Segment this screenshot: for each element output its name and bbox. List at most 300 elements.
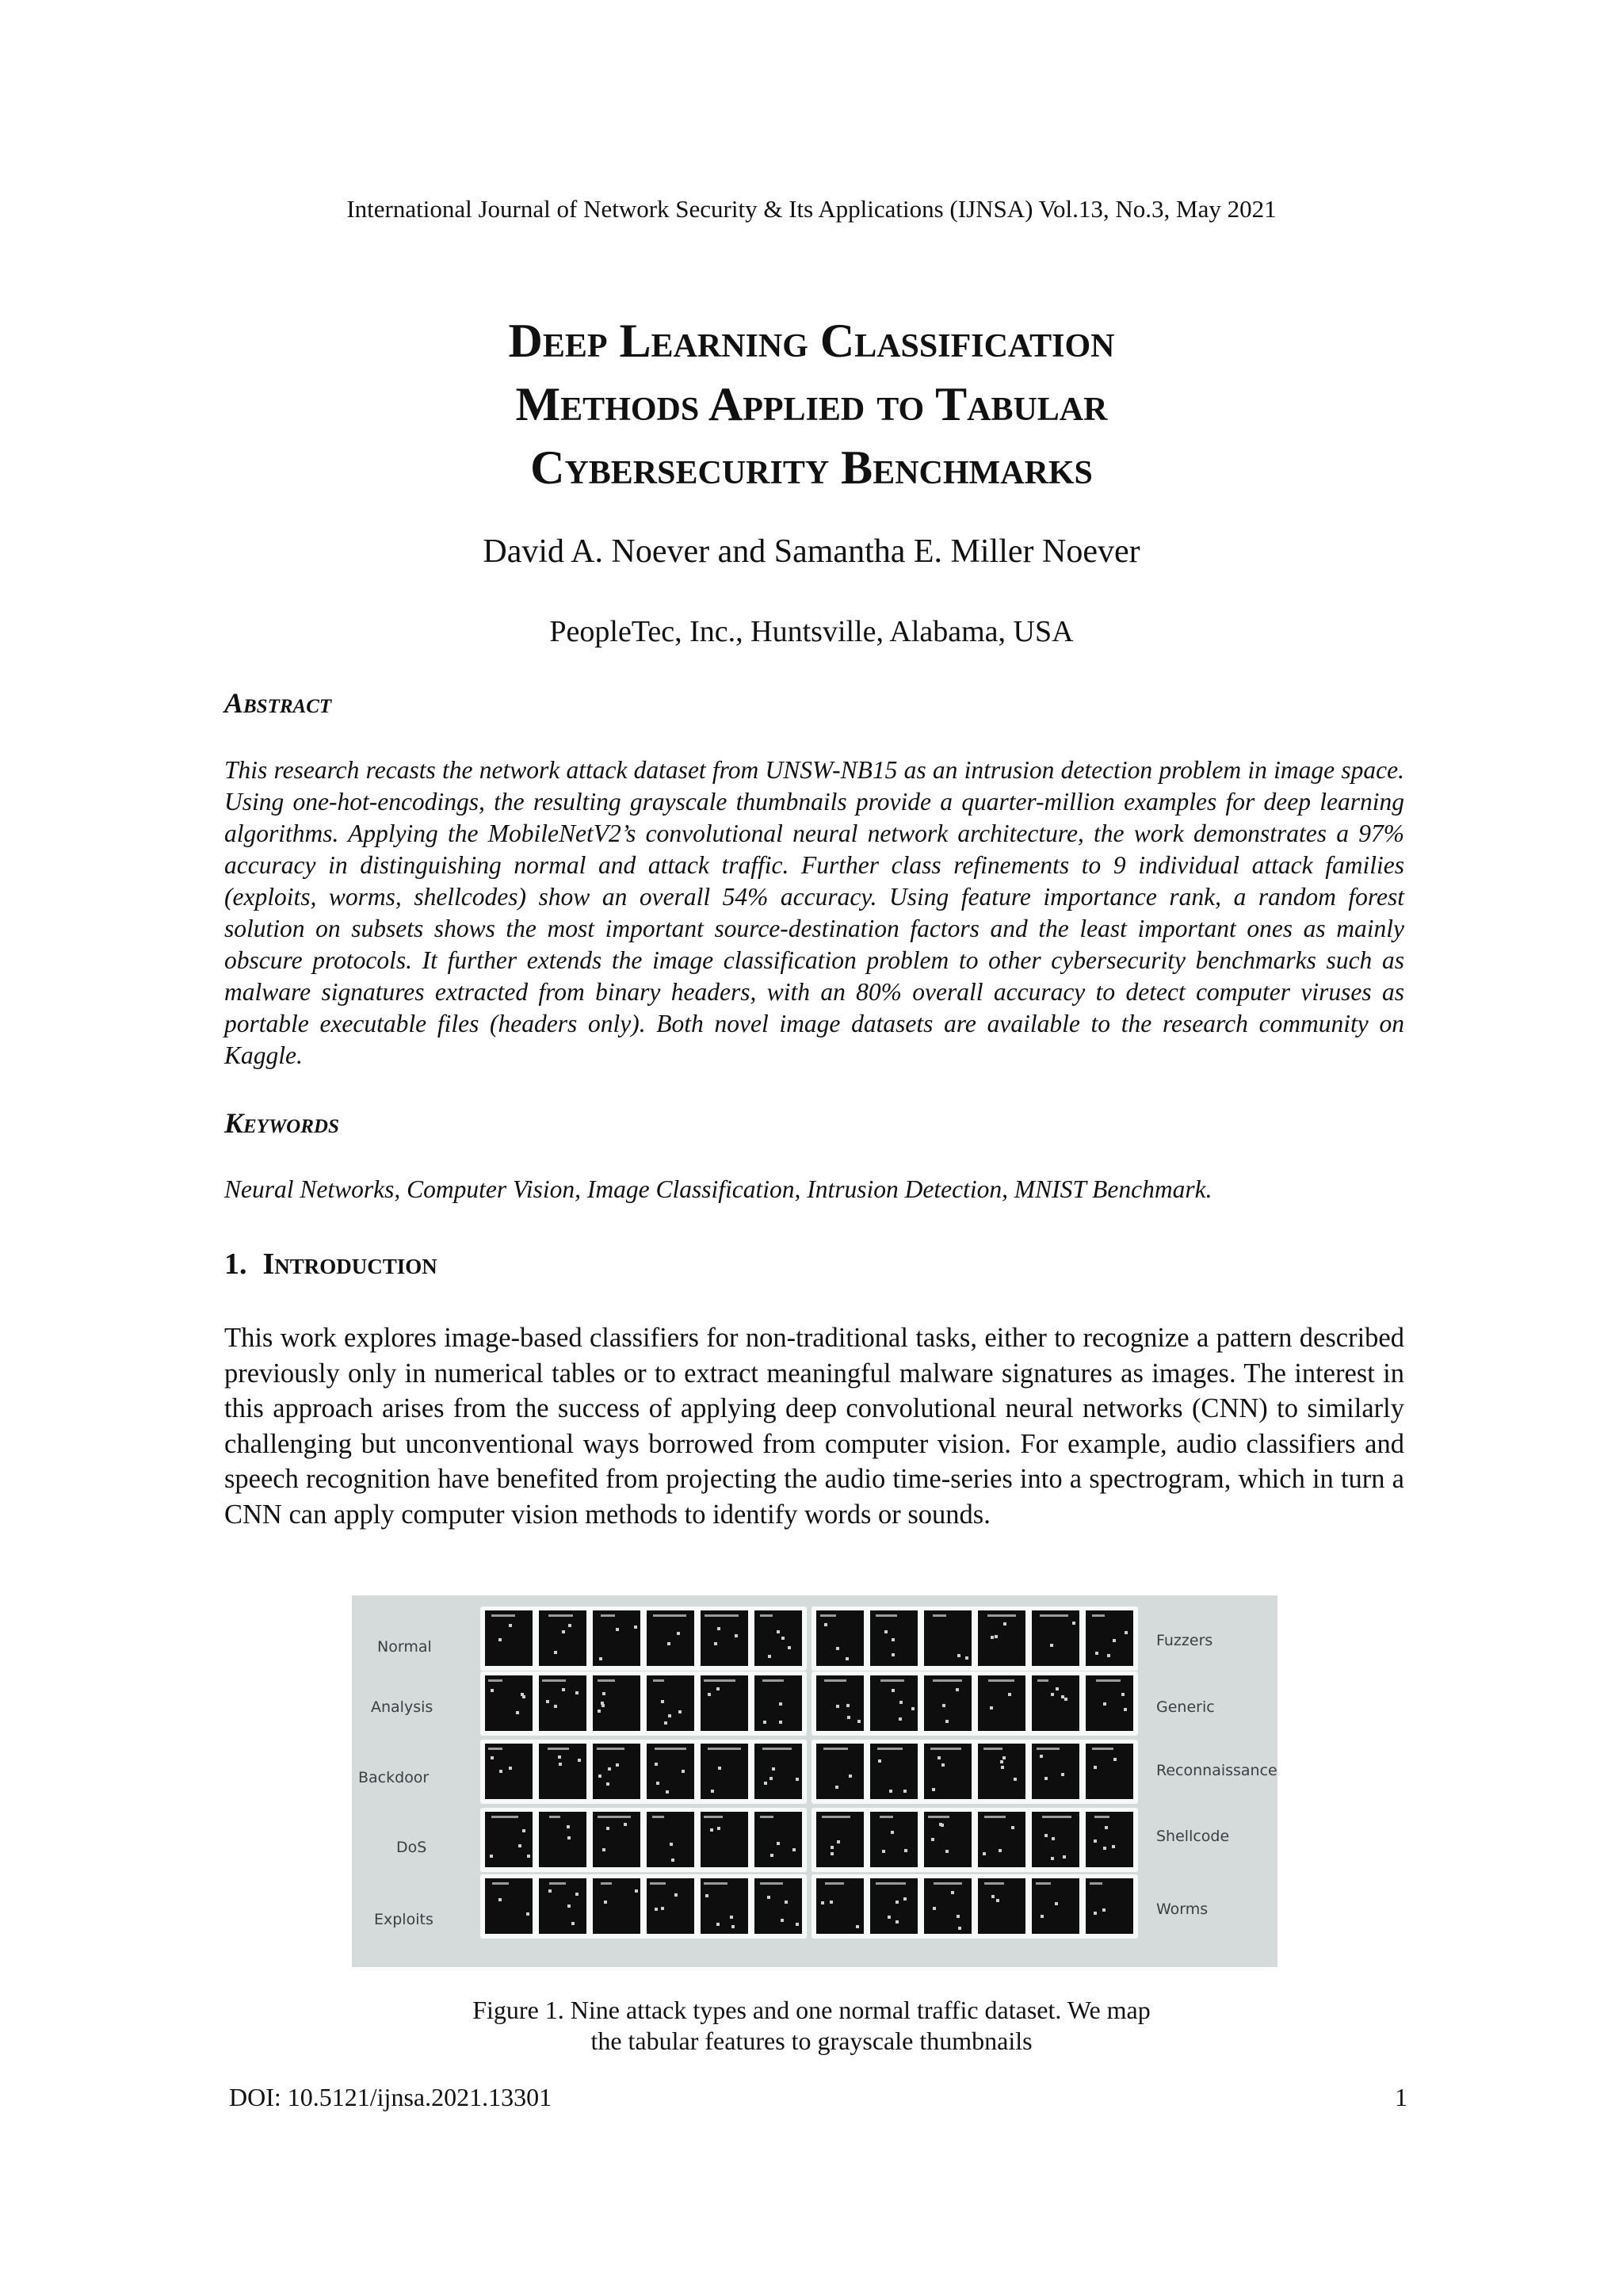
thumbnail-bar [823, 1748, 848, 1750]
thumbnail-bar [650, 1882, 666, 1885]
thumbnail-bar [601, 1614, 615, 1617]
figure-thumbnail-grid [352, 1595, 1277, 1967]
thumbnail-pixel [856, 1925, 859, 1928]
label-dos: DoS [396, 1839, 427, 1856]
thumbnail-bar [824, 1679, 846, 1682]
grayscale-thumbnail [978, 1812, 1025, 1867]
thumbnail-pixel [781, 1919, 784, 1922]
grayscale-thumbnail [647, 1675, 694, 1731]
thumbnail-pixel [991, 1895, 995, 1898]
grayscale-thumbnail [870, 1675, 918, 1731]
thumbnail-pixel [554, 1705, 557, 1708]
grayscale-thumbnail [1086, 1675, 1133, 1731]
thumbnail-pixel [941, 1763, 945, 1767]
thumbnail-bar [876, 1614, 897, 1617]
grayscale-thumbnail [978, 1675, 1025, 1731]
affiliation: PeopleTec, Inc., Huntsville, Alabama, USA [549, 615, 1074, 648]
section-number: 1. [224, 1247, 247, 1281]
thumbnail-pixel [1064, 1698, 1067, 1701]
thumbnail-group [812, 1606, 1138, 1671]
thumbnail-bar [934, 1882, 962, 1885]
thumbnail-bar [760, 1816, 773, 1818]
grayscale-thumbnail [870, 1878, 918, 1934]
thumbnail-pixel [764, 1782, 767, 1785]
grayscale-thumbnail [593, 1812, 640, 1867]
thumbnail-pixel [674, 1893, 678, 1897]
thumbnail-bar [877, 1748, 903, 1750]
grayscale-thumbnail [701, 1675, 748, 1731]
thumbnail-pixel [682, 1770, 685, 1773]
thumbnail-pixel [903, 1790, 907, 1793]
grayscale-thumbnail [1032, 1878, 1079, 1934]
thumbnail-pixel [777, 1842, 780, 1845]
thumbnail-pixel [769, 1777, 773, 1780]
thumbnail-pixel [837, 1840, 840, 1843]
thumbnail-bar [492, 1882, 509, 1885]
thumbnail-pixel [1051, 1693, 1054, 1696]
thumbnail-pixel [1055, 1902, 1058, 1905]
thumbnail-pixel [1002, 1756, 1006, 1759]
thumbnail-pixel [655, 1763, 658, 1766]
thumbnail-bar [491, 1816, 518, 1818]
thumbnail-pixel [562, 1688, 565, 1691]
thumbnail-bar [1036, 1882, 1051, 1885]
thumbnail-pixel [666, 1790, 669, 1794]
thumbnail-pixel [830, 1901, 833, 1904]
thumbnail-pixel [781, 1637, 785, 1640]
thumbnail-pixel [1112, 1845, 1115, 1848]
thumbnail-pixel [951, 1891, 954, 1894]
thumbnail-bar [705, 1614, 739, 1617]
thumbnail-pixel [1113, 1639, 1116, 1642]
thumbnail-group [812, 1671, 1138, 1736]
thumbnail-pixel [892, 1689, 895, 1692]
thumbnail-pixel [634, 1626, 637, 1629]
thumbnail-pixel [598, 1775, 601, 1778]
grayscale-thumbnail [485, 1675, 533, 1731]
thumbnail-pixel [710, 1828, 713, 1832]
thumbnail-pixel [601, 1704, 605, 1707]
thumbnail-bar [880, 1816, 893, 1818]
grayscale-thumbnail [593, 1675, 640, 1731]
thumbnail-bar [1042, 1816, 1071, 1818]
keywords-heading: Keywords [224, 1107, 339, 1139]
thumbnail-pixel [509, 1624, 512, 1627]
thumbnail-pixel [931, 1838, 934, 1841]
thumbnail-bar [876, 1882, 906, 1885]
thumbnail-pixel [717, 1627, 720, 1630]
thumbnail-pixel [796, 1778, 799, 1781]
thumbnail-group [480, 1874, 807, 1939]
thumbnail-pixel [1102, 1908, 1106, 1912]
thumbnail-pixel [521, 1693, 524, 1696]
thumbnail-pixel [821, 1901, 824, 1904]
thumbnail-bar [822, 1816, 850, 1818]
thumbnail-pixel [933, 1907, 936, 1910]
thumbnail-bar [984, 1882, 1004, 1885]
thumbnail-pixel [670, 1843, 673, 1846]
label-reconnaissance: Reconnaissance [1156, 1762, 1277, 1779]
thumbnail-pixel [635, 1889, 638, 1893]
introduction-text: This work explores image-based classifiers for non-traditional tasks, either to recognize a pattern described previously only in numerical tables or to extract meaningful malware signatures as images. The interest in this approach arises from the success of applying deep convolutional neural networks (CNN) to similarly challenging but unconventional ways borrowed from computer vision. For example, audio classifiers and speech recognition have benefited from projecting the audio time-series into a spectrogram, which in turn a CNN can apply computer vision methods to identify words or sounds. [224, 1323, 1404, 1530]
thumbnail-pixel [655, 1908, 658, 1911]
thumbnail-pixel [559, 1763, 562, 1766]
thumbnail-pixel [490, 1855, 493, 1858]
thumbnail-pixel [1044, 1777, 1048, 1780]
thumbnail-pixel [668, 1714, 671, 1717]
thumbnail-pixel [606, 1782, 609, 1786]
grayscale-thumbnail [593, 1610, 640, 1666]
thumbnail-bar [653, 1679, 664, 1682]
thumbnail-pixel [941, 1824, 944, 1827]
grayscale-thumbnail [978, 1610, 1025, 1666]
thumbnail-pixel [491, 1689, 494, 1692]
thumbnail-pixel [1103, 1702, 1106, 1706]
thumbnail-bar [1092, 1748, 1113, 1750]
thumbnail-pixel [956, 1688, 959, 1691]
thumbnail-bar [491, 1614, 515, 1617]
thumbnail-pixel [1011, 1826, 1014, 1829]
thumbnail-bar [1040, 1614, 1068, 1617]
thumbnail-pixel [763, 1721, 766, 1724]
thumbnail-pixel [836, 1705, 839, 1708]
thumbnail-pixel [1072, 1622, 1075, 1625]
grayscale-thumbnail [593, 1744, 640, 1799]
thumbnail-pixel [1124, 1708, 1127, 1711]
thumbnail-pixel [677, 1632, 680, 1635]
thumbnail-pixel [1056, 1687, 1059, 1690]
thumbnail-pixel [562, 1630, 565, 1633]
thumbnail-pixel [1052, 1837, 1055, 1840]
paper-title [296, 309, 1327, 499]
thumbnail-pixel [899, 1717, 902, 1721]
thumbnail-pixel [857, 1720, 861, 1723]
thumbnail-bar [880, 1679, 904, 1682]
grayscale-thumbnail [978, 1878, 1025, 1934]
grayscale-thumbnail [870, 1744, 918, 1799]
grayscale-thumbnail [870, 1610, 918, 1666]
thumbnail-pixel [571, 1922, 575, 1925]
grayscale-thumbnail [701, 1744, 748, 1799]
thumbnail-pixel [716, 1923, 720, 1926]
thumbnail-pixel [1063, 1855, 1066, 1859]
grayscale-thumbnail [924, 1878, 972, 1934]
authors: David A. Noever and Samantha E. Miller Noever [483, 533, 1140, 570]
thumbnail-pixel [882, 1850, 885, 1853]
thumbnail-pixel [846, 1657, 849, 1660]
thumbnail-group [812, 1808, 1138, 1872]
thumbnail-pixel [708, 1693, 711, 1696]
figure-caption [0, 1995, 1623, 2057]
thumbnail-pixel [731, 1925, 735, 1928]
thumbnail-pixel [892, 1653, 895, 1656]
grayscale-thumbnail [485, 1812, 533, 1867]
thumbnail-bar [825, 1882, 844, 1885]
thumbnail-bar [987, 1614, 1016, 1617]
thumbnail-pixel [608, 1767, 611, 1771]
thumbnail-bar [652, 1816, 664, 1818]
thumbnail-bar [983, 1748, 1002, 1750]
thumbnail-pixel [1061, 1773, 1064, 1776]
thumbnail-pixel [911, 1707, 915, 1710]
thumbnail-pixel [527, 1855, 530, 1858]
grayscale-thumbnail [647, 1610, 694, 1666]
title-line-3: Cybersecurity Benchmarks [530, 441, 1093, 494]
thumbnail-pixel [1014, 1778, 1017, 1781]
thumbnail-bar [655, 1748, 686, 1750]
thumbnail-pixel [661, 1907, 664, 1910]
thumbnail-bar [1090, 1882, 1102, 1885]
thumbnail-bar [1096, 1679, 1121, 1682]
thumbnail-pixel [656, 1782, 659, 1785]
journal-header: International Journal of Network Security & Its Applications (IJNSA) Vol.13, No.3, May 2021 [346, 195, 1277, 223]
label-analysis: Analysis [371, 1698, 433, 1716]
thumbnail-pixel [767, 1896, 770, 1899]
thumbnail-pixel [999, 1849, 1002, 1852]
thumbnail-pixel [932, 1788, 935, 1791]
thumbnail-bar [597, 1748, 624, 1750]
thumbnail-pixel [735, 1634, 738, 1637]
thumbnail-pixel [578, 1759, 581, 1762]
section-heading-introduction [224, 1247, 437, 1282]
thumbnail-bar [704, 1882, 727, 1885]
thumbnail-pixel [567, 1904, 571, 1908]
grayscale-thumbnail [539, 1812, 586, 1867]
grayscale-thumbnail [539, 1744, 586, 1799]
thumbnail-pixel [899, 1701, 903, 1704]
thumbnail-pixel [730, 1916, 733, 1919]
thumbnail-pixel [957, 1654, 960, 1657]
label-normal: Normal [377, 1638, 432, 1656]
abstract-text: This research recasts the network attack dataset from UNSW-NB15 as an intrusion detection problem in image space. Using one-hot-encodings, the resulting grayscale thumbnails provide a quarter-million examples for deep learning algorithms. Applying the MobileNetV2’s convolutional neural network architecture, the work demonstrates a 97% accuracy in distinguishing normal and attack traffic. Further class refinements to 9 individual attack families (exploits, worms, shellcodes) show an overall 54% accuracy. Using feature importance rank, a random forest solution on subsets shows the most important source-destination factors and the least important ones as mainly obscure protocols. It further extends the image classification problem to other cybersecurity benchmarks such as malware signatures extracted from binary headers, with an 80% overall accuracy to detect computer viruses as portable executable files (headers only). Both novel image datasets are available to the research community on Kaggle. [224, 756, 1404, 1069]
thumbnail-pixel [602, 1848, 605, 1851]
thumbnail-pixel [714, 1642, 717, 1645]
thumbnail-pixel [1044, 1834, 1048, 1837]
grayscale-thumbnail [1032, 1675, 1079, 1731]
thumbnail-pixel [849, 1775, 852, 1778]
caption-line-2: the tabular features to grayscale thumbnails [590, 2027, 1033, 2055]
thumbnail-pixel [498, 1638, 502, 1641]
thumbnail-pixel [526, 1912, 529, 1916]
thumbnail-bar [820, 1614, 836, 1617]
label-generic: Generic [1156, 1698, 1215, 1716]
thumbnail-pixel [616, 1763, 619, 1767]
grayscale-thumbnail [754, 1610, 802, 1666]
thumbnail-bar [708, 1748, 741, 1750]
thumbnail-pixel [889, 1790, 892, 1793]
thumbnail-pixel [548, 1889, 552, 1893]
thumbnail-pixel [878, 1759, 881, 1763]
thumbnail-pixel [779, 1702, 782, 1706]
thumbnail-pixel [846, 1704, 850, 1707]
thumbnail-pixel [1094, 1912, 1097, 1915]
thumbnail-pixel [991, 1636, 994, 1639]
thumbnail-bar [653, 1614, 686, 1617]
thumbnail-pixel [779, 1721, 782, 1724]
thumbnail-pixel [1094, 1766, 1097, 1769]
thumbnail-pixel [831, 1846, 834, 1849]
grayscale-thumbnail [1032, 1744, 1079, 1799]
thumbnail-pixel [516, 1711, 519, 1714]
thumbnail-pixel [498, 1898, 502, 1901]
thumbnail-pixel [785, 1901, 788, 1904]
thumbnail-pixel [1103, 1847, 1106, 1850]
thumbnail-pixel [996, 1899, 999, 1902]
grayscale-thumbnail [1086, 1878, 1133, 1934]
thumbnail-pixel [957, 1915, 960, 1918]
grayscale-thumbnail [1032, 1610, 1079, 1666]
abstract-heading: Abstract [224, 687, 332, 719]
thumbnail-group [480, 1808, 807, 1872]
thumbnail-pixel [831, 1852, 834, 1855]
grayscale-thumbnail [701, 1878, 748, 1934]
thumbnail-pixel [705, 1894, 708, 1897]
thumbnail-bar [601, 1882, 612, 1885]
thumbnail-pixel [836, 1647, 839, 1650]
grayscale-thumbnail [593, 1878, 640, 1934]
title-line-1: Deep Learning Classification [508, 315, 1115, 367]
thumbnail-pixel [847, 1716, 850, 1719]
thumbnail-pixel [1105, 1826, 1108, 1829]
thumbnail-pixel [716, 1687, 720, 1690]
grayscale-thumbnail [485, 1610, 533, 1666]
thumbnail-bar [549, 1882, 566, 1885]
caption-line-1: Figure 1. Nine attack types and one normal traffic dataset. We map [472, 1996, 1151, 2024]
thumbnail-pixel [661, 1700, 664, 1703]
thumbnail-pixel [945, 1720, 949, 1723]
thumbnail-pixel [1003, 1622, 1006, 1626]
thumbnail-pixel [1125, 1631, 1128, 1634]
grayscale-thumbnail [924, 1744, 972, 1799]
thumbnail-pixel [604, 1901, 607, 1904]
grayscale-thumbnail [816, 1812, 864, 1867]
thumbnail-bar [1037, 1679, 1048, 1682]
thumbnail-pixel [554, 1651, 557, 1654]
keywords-text: Neural Networks, Computer Vision, Image Classification, Intrusion Detection, MNIST Benchmark. [224, 1175, 1212, 1203]
thumbnail-pixel [499, 1770, 502, 1773]
grayscale-thumbnail [1086, 1610, 1133, 1666]
grayscale-thumbnail [754, 1744, 802, 1799]
thumbnail-pixel [896, 1901, 899, 1904]
thumbnail-pixel [575, 1893, 579, 1896]
thumbnail-bar [933, 1679, 962, 1682]
thumbnail-pixel [990, 1706, 993, 1710]
thumbnail-pixel [575, 1691, 579, 1694]
thumbnail-bar [930, 1748, 961, 1750]
thumbnail-bar [704, 1679, 735, 1682]
thumbnail-bar [704, 1816, 723, 1818]
thumbnail-bar [760, 1614, 773, 1617]
thumbnail-bar [1094, 1816, 1109, 1818]
thumbnail-pixel [958, 1927, 961, 1930]
thumbnail-pixel [835, 1786, 838, 1789]
thumbnail-bar [1037, 1748, 1060, 1750]
thumbnail-pixel [568, 1624, 571, 1627]
thumbnail-pixel [965, 1656, 968, 1660]
thumbnail-pixel [983, 1852, 986, 1855]
thumbnail-pixel [522, 1829, 525, 1832]
title-line-2: Methods Applied to Tabular [515, 378, 1108, 430]
grayscale-thumbnail [539, 1878, 586, 1934]
thumbnail-bar [760, 1882, 783, 1885]
thumbnail-pixel [796, 1923, 799, 1926]
thumbnail-bar [488, 1679, 502, 1682]
thumbnail-pixel [1107, 1654, 1110, 1657]
grayscale-thumbnail [816, 1744, 864, 1799]
thumbnail-bar [988, 1679, 1014, 1682]
thumbnail-pixel [772, 1767, 775, 1771]
thumbnail-pixel [945, 1850, 949, 1853]
thumbnail-pixel [770, 1854, 773, 1857]
grayscale-thumbnail [539, 1675, 586, 1731]
grayscale-thumbnail [816, 1675, 864, 1731]
thumbnail-bar [598, 1679, 615, 1682]
page-number: 1 [1395, 2083, 1407, 2111]
thumbnail-pixel [1121, 1693, 1125, 1696]
thumbnail-pixel [888, 1916, 891, 1919]
thumbnail-pixel [768, 1655, 771, 1658]
thumbnail-pixel [777, 1630, 780, 1633]
thumbnail-bar [488, 1748, 502, 1750]
thumbnail-bar [928, 1816, 949, 1818]
thumbnail-pixel [1008, 1693, 1011, 1696]
thumbnail-pixel [616, 1628, 619, 1631]
thumbnail-group [812, 1740, 1138, 1804]
grayscale-thumbnail [485, 1744, 533, 1799]
thumbnail-bar [549, 1816, 560, 1818]
thumbnail-pixel [599, 1657, 602, 1660]
grayscale-thumbnail [1086, 1812, 1133, 1867]
label-backdoor: Backdoor [358, 1769, 430, 1786]
grayscale-thumbnail [924, 1812, 972, 1867]
thumbnail-pixel [1051, 1857, 1054, 1860]
grayscale-thumbnail [924, 1675, 972, 1731]
thumbnail-pixel [546, 1700, 549, 1703]
thumbnail-pixel [567, 1836, 571, 1839]
thumbnail-pixel [606, 1827, 609, 1830]
thumbnail-pixel [942, 1704, 945, 1707]
thumbnail-pixel [824, 1623, 827, 1626]
thumbnail-bar [933, 1614, 946, 1617]
thumbnail-pixel [1000, 1760, 1003, 1763]
thumbnail-pixel [718, 1767, 721, 1770]
grayscale-thumbnail [754, 1675, 802, 1731]
thumbnail-group [480, 1740, 807, 1804]
thumbnail-pixel [717, 1827, 720, 1830]
thumbnail-bar [542, 1679, 566, 1682]
grayscale-thumbnail [1086, 1744, 1133, 1799]
thumbnail-pixel [671, 1859, 674, 1862]
thumbnail-pixel [1001, 1766, 1004, 1769]
thumbnail-pixel [884, 1630, 888, 1633]
thumbnail-pixel [667, 1642, 670, 1645]
grayscale-thumbnail [701, 1812, 748, 1867]
doi: DOI: 10.5121/ijnsa.2021.13301 [229, 2083, 552, 2111]
grayscale-thumbnail [816, 1878, 864, 1934]
grayscale-thumbnail [485, 1878, 533, 1934]
grayscale-thumbnail [647, 1878, 694, 1934]
grayscale-thumbnail [647, 1744, 694, 1799]
thumbnail-bar [762, 1679, 784, 1682]
thumbnail-pixel [788, 1646, 791, 1649]
label-shellcode: Shellcode [1156, 1828, 1230, 1845]
thumbnail-pixel [567, 1825, 570, 1828]
thumbnail-pixel [1050, 1644, 1053, 1647]
thumbnail-pixel [602, 1692, 605, 1695]
thumbnail-pixel [904, 1849, 907, 1852]
thumbnail-pixel [678, 1710, 682, 1713]
thumbnail-pixel [1113, 1758, 1117, 1761]
